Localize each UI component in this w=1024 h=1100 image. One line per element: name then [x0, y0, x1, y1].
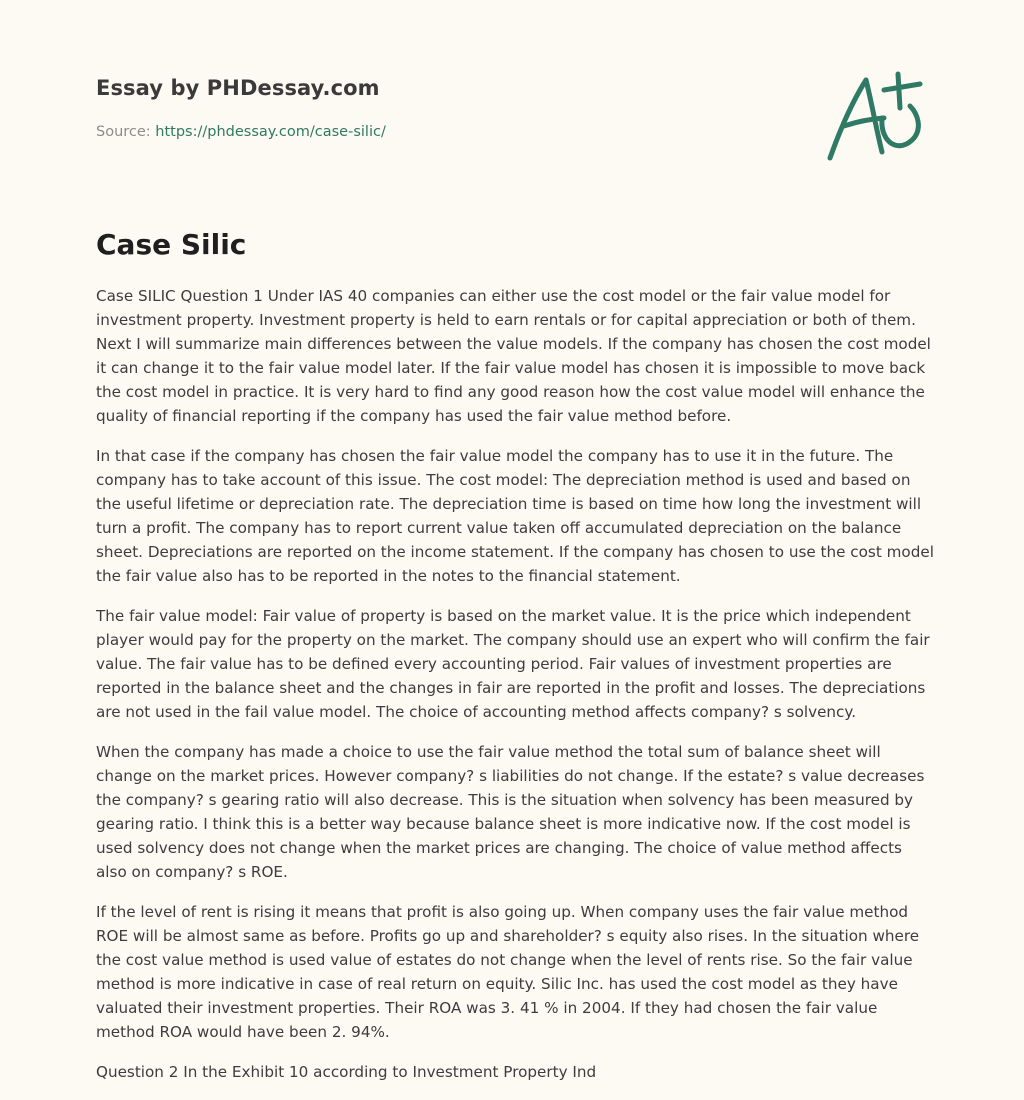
source-link[interactable]: https://phdessay.com/case-silic/ — [155, 124, 386, 140]
essay-paragraph: The fair value model: Fair value of property is based on the market value. It is the price which independent player would pay for the property on the market. The company should use an expert who will confirm the fair value. The fair value has to be defined every accounting period. Fair values of investment properties are reported in the balance sheet and the changes in fair are reported in the profit and losses. The depreciations are not used in the fail value model. The choice of accounting method affects company? s solvency. — [96, 607, 930, 721]
essay-paragraph: If the level of rent is rising it means that profit is also going up. When company uses the fair value method ROE will be almost same as before. Profits go up and shareholder? s equity also rises. In the situation where the cost value method is used value of estates do not change when the level of rents rise. So the fair value method is more indicative in case of real return on equity. Silic Inc. has used the cost model as they have valuated their investment properties. Their ROA was 3. 41 % in 2004. If they had chosen the fair value method ROA would have been 2. 94%. — [96, 903, 920, 1041]
site-title: Essay by PHDessay.com — [96, 76, 380, 100]
essay-body — [96, 284, 936, 1100]
essay-paragraph: Question 2 In the Exhibit 10 according to Investment Property Ind — [96, 1063, 597, 1081]
essay-title: Case Silic — [96, 228, 247, 261]
essay-paragraph: When the company has made a choice to use the fair value method the total sum of balance sheet will change on the market prices. However company? s liabilities do not change. If the estate? s value decreases the company? s gearing ratio will also decrease. This is the situation when solvency has been measured by gearing ratio. I think this is a better way because balance sheet is more indicative now. If the cost model is used solvency does not change when the market prices are changing. The choice of value method affects also on company? s ROE. — [96, 743, 925, 881]
a-plus-logo-icon — [822, 68, 926, 164]
essay-paragraph: In that case if the company has chosen the fair value model the company has to use it in the future. The company has to take account of this issue. The cost model: The depreciation method is used and based on the useful lifetime or depreciation rate. The depreciation time is based on time how long the investment will turn a profit. The company has to report current value taken off accumulated depreciation on the balance sheet. Depreciations are reported on the income statement. If the company has chosen to use the cost model the fair value also has to be reported in the notes to the financial statement. — [96, 447, 934, 585]
source-label: Source: — [96, 124, 151, 140]
essay-paragraph: Case SILIC Question 1 Under IAS 40 companies can either use the cost model or the fair value model for investment property. Investment property is held to earn rentals or for capital appreciation or both of them. Next I will summarize main differences between the value models. If the company has chosen the cost model it can change it to the fair value model later. If the fair value model has chosen it is impossible to move back the cost model in practice. It is very hard to find any good reason how the cost value model will enhance the quality of financial reporting if the company has used the fair value method before. — [96, 287, 931, 425]
source-line — [96, 124, 386, 140]
